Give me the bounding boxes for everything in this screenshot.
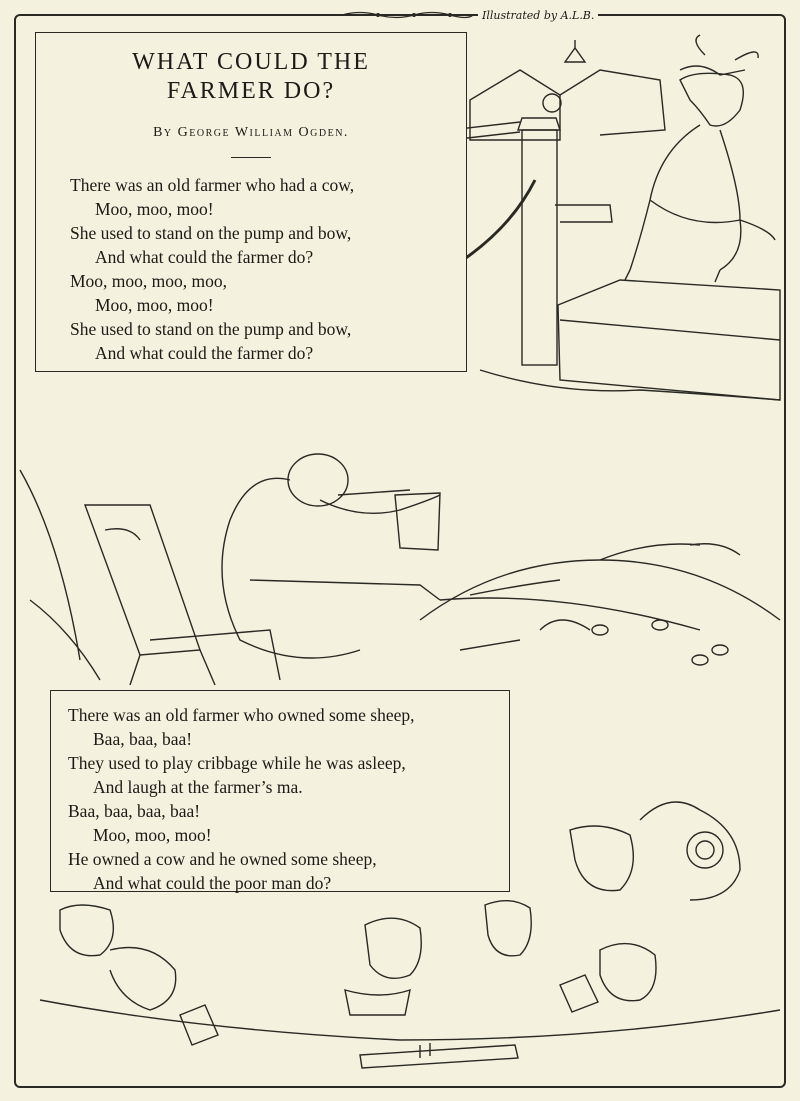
title-line-2: FARMER DO? [166,78,336,104]
title-divider [231,157,271,158]
title-line-1: WHAT COULD THE [132,49,370,75]
verse-line: Moo, moo, moo! [93,825,212,845]
verse-line: She used to stand on the pump and bow, [70,319,352,339]
verse-line: And what could the farmer do? [95,247,314,267]
verse-line: There was an old farmer who had a cow, [70,175,355,195]
author-byline: By George William Ogden. [153,125,349,140]
verse-line: There was an old farmer who owned some sheep, [68,705,415,725]
verse-line: He owned a cow and he owned some sheep, [68,849,377,869]
first-stanza [70,173,354,365]
poem-title [36,48,466,106]
verse-line: And what could the farmer do? [95,343,314,363]
verse-line: Baa, baa, baa, baa! [68,801,201,821]
chair-illustration [85,505,280,685]
cow-illustration [625,35,775,282]
verse-line: Baa, baa, baa! [93,729,193,749]
second-stanza [68,703,414,895]
verse-line: They used to play cribbage while he was asleep, [68,753,406,773]
verse-line: Moo, moo, moo! [95,199,214,219]
cribbage-board-illustration [360,1043,518,1068]
grass-plants-illustration [20,470,780,680]
farmhouse-illustration [450,40,665,140]
playing-cards-illustration [180,975,598,1045]
verse-line: Moo, moo, moo! [95,295,214,315]
verse-line: And laugh at the farmer’s ma. [93,777,303,797]
sleeping-farmer-illustration [222,454,440,658]
illustrator-credit: Illustrated by A.L.B. [478,9,598,22]
water-trough-illustration [480,280,780,400]
verse-line: Moo, moo, moo, moo, [70,271,228,291]
verse-line: She used to stand on the pump and bow, [70,223,352,243]
verse-line: And what could the poor man do? [93,873,332,893]
